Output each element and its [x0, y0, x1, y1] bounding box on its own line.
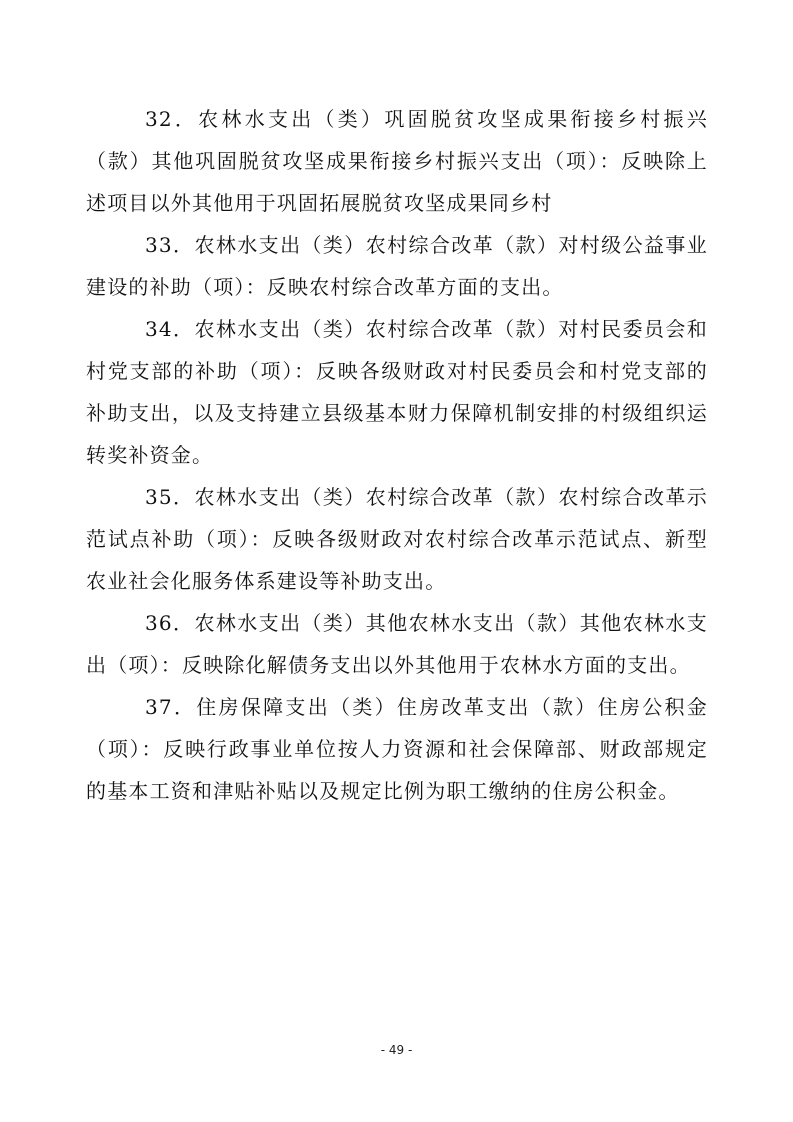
- paragraph-item-37: 37．住房保障支出（类）住房改革支出（款）住房公积金（项）：反映行政事业单位按人力资源和社会保障部、财政部规定的基本工资和津贴补贴以及规定比例为职工缴纳的住房公积金。: [86, 695, 708, 803]
- paragraph-item-34: 34．农林水支出（类）农村综合改革（款）对村民委员会和村党支部的补助（项）：反映各级财政对村民委员会和村党支部的补助支出，以及支持建立县级基本财力保障机制安排的村级组织运转奖补资金。: [86, 317, 708, 467]
- paragraph-item-35: 35．农林水支出（类）农村综合改革（款）农村综合改革示范试点补助（项）：反映各级财政对农村综合改革示范试点、新型农业社会化服务体系建设等补助支出。: [86, 485, 708, 593]
- paragraph-item-33: 33．农林水支出（类）农村综合改革（款）对村级公益事业建设的补助（项）：反映农村综合改革方面的支出。: [86, 233, 708, 299]
- document-body: [86, 98, 708, 812]
- paragraph-item-32: 32．农林水支出（类）巩固脱贫攻坚成果衔接乡村振兴（款）其他巩固脱贫攻坚成果衔接乡村振兴支出（项）：反映除上述项目以外其他用于巩固拓展脱贫攻坚成果同乡村: [86, 107, 708, 215]
- page-number: - 49 -: [380, 1043, 413, 1057]
- paragraph-item-36: 36．农林水支出（类）其他农林水支出（款）其他农林水支出（项）：反映除化解债务支出以外其他用于农林水方面的支出。: [86, 611, 708, 677]
